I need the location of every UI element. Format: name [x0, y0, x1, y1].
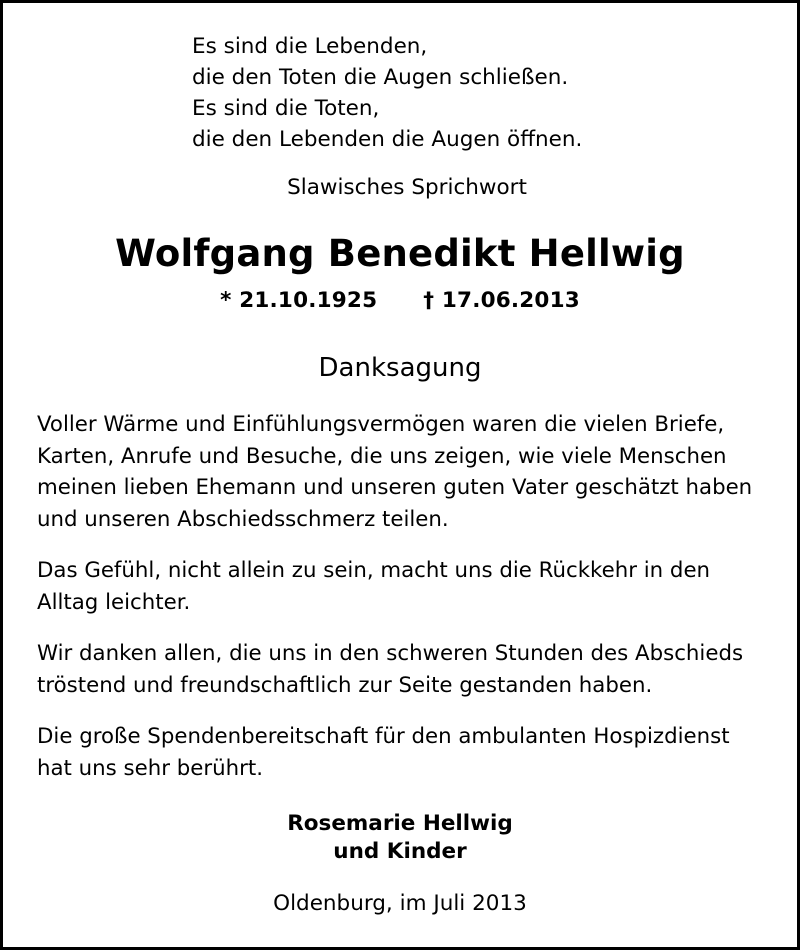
birth-date: * 21.10.1925: [220, 288, 378, 313]
paragraph: Wir danken allen, die uns in den schweren Stunden des Abschieds tröstend und freundschaftlich zur Seite gestanden haben.: [37, 641, 744, 698]
quote-line: Es sind die Toten,: [192, 96, 380, 121]
quote-source: Slawisches Sprichwort: [287, 175, 527, 200]
quote-block: [37, 31, 763, 155]
signature-line: Rosemarie Hellwig: [287, 811, 513, 836]
quote-line: Es sind die Lebenden,: [192, 34, 428, 59]
deceased-name: Wolfgang Benedikt Hellwig: [115, 232, 685, 275]
section-title: Danksagung: [318, 353, 482, 383]
quote-line: die den Lebenden die Augen öffnen.: [192, 127, 583, 152]
death-date: † 17.06.2013: [423, 288, 580, 313]
paragraph: Voller Wärme und Einfühlungsvermögen waren die vielen Briefe, Karten, Anrufe und Besuche, die uns zeigen, wie viele Menschen meinen lieben Ehemann und unseren guten Vater geschätzt haben und unseren Abschiedsschmerz teilen.: [37, 412, 753, 532]
thank-you-text: [37, 409, 763, 784]
signature-line: und Kinder: [333, 839, 467, 864]
paragraph: Das Gefühl, nicht allein zu sein, macht uns die Rückkehr in den Alltag leichter.: [37, 558, 711, 615]
place-and-date: Oldenburg, im Juli 2013: [273, 891, 527, 916]
paragraph: Die große Spendenbereitschaft für den ambulanten Hospizdienst hat uns sehr berührt.: [37, 724, 730, 781]
life-dates: [37, 288, 763, 313]
quote-line: die den Toten die Augen schließen.: [192, 65, 569, 90]
signature-block: [37, 810, 763, 866]
